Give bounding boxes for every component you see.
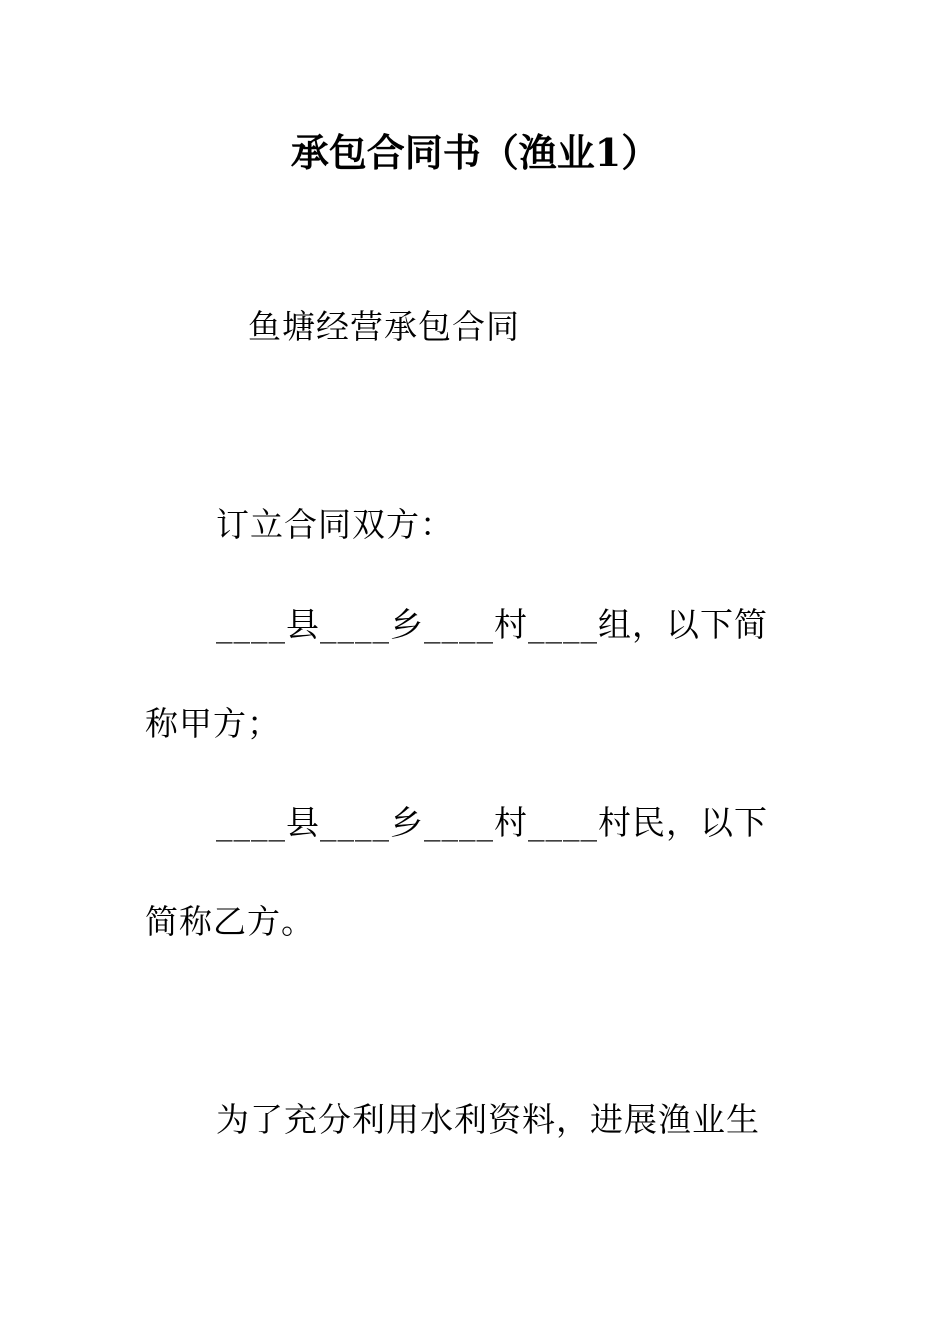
contract-subtitle: 鱼塘经营承包合同 xyxy=(248,307,520,346)
party-a-line-1: ____县____乡____村____组，以下简 xyxy=(216,605,768,644)
parties-intro-text: 订立合同双方： xyxy=(216,505,454,544)
party-a-line-2: 称甲方； xyxy=(145,704,281,743)
party-b-line-2: 简称乙方。 xyxy=(145,902,315,941)
party-b-line-1: ____县____乡____村____村民，以下 xyxy=(216,803,768,842)
purpose-paragraph-line-1: 为了充分利用水利资料，进展渔业生 xyxy=(216,1100,760,1139)
document-title: 承包合同书（渔业1） xyxy=(290,130,660,175)
